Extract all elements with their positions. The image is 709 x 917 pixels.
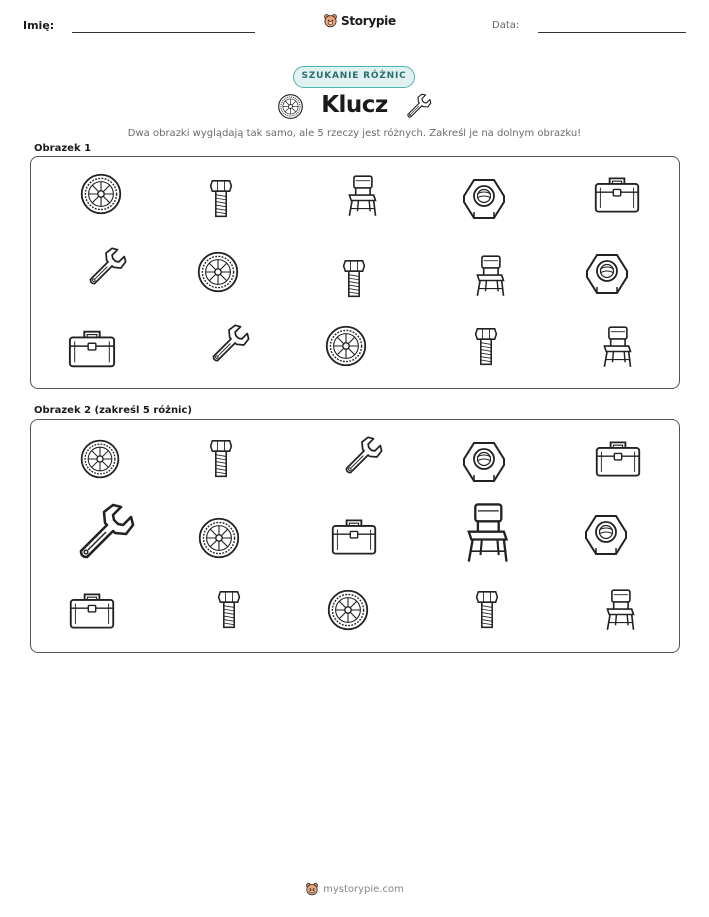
wheel-icon[interactable] [326, 588, 370, 632]
nut-icon [460, 174, 508, 222]
wheel-icon [324, 324, 368, 368]
picture2-label: Obrazek 2 (zakreśl 5 różnic) [34, 405, 192, 416]
footer-url: mystorypie.com [323, 883, 404, 895]
bolt-icon[interactable] [216, 586, 242, 634]
wrench-icon [403, 92, 433, 122]
chair-icon[interactable] [602, 587, 638, 633]
picture2-panel[interactable] [30, 419, 680, 653]
wrench-icon[interactable] [70, 500, 138, 568]
bolt-icon [473, 323, 499, 371]
date-label: Data: [492, 20, 520, 31]
footer [0, 882, 709, 896]
category-badge: SZUKANIE RÓŻNIC [293, 66, 415, 88]
chair-icon [472, 253, 508, 299]
chair-icon[interactable] [461, 500, 513, 566]
worksheet-header [0, 0, 709, 50]
bolt-icon [341, 255, 367, 303]
wrench-icon [206, 322, 252, 368]
bear-logo-icon [305, 882, 319, 896]
brand-name: Storypie [341, 13, 396, 28]
bear-logo-icon [323, 13, 338, 28]
toolbox-icon [67, 327, 117, 371]
wheel-icon [196, 250, 240, 294]
name-field[interactable] [72, 32, 255, 33]
brand-logo [323, 13, 396, 28]
wheel-icon[interactable] [197, 516, 241, 560]
chair-icon [344, 173, 380, 219]
toolbox-icon [593, 174, 641, 216]
wheel-icon [79, 172, 123, 216]
picture1-panel [30, 156, 680, 389]
chair-icon [599, 324, 635, 370]
bolt-icon[interactable] [474, 586, 500, 634]
bolt-icon [208, 175, 234, 223]
instructions: Dwa obrazki wyglądają tak samo, ale 5 rzeczy jest różnych. Zakreśl je na dolnym obrazku! [127, 128, 582, 139]
nut-icon [583, 249, 631, 297]
toolbox-icon[interactable] [594, 438, 642, 480]
wrench-icon[interactable] [339, 434, 385, 480]
nut-icon[interactable] [460, 437, 508, 485]
date-field[interactable] [538, 32, 686, 33]
wheel-icon[interactable] [79, 438, 121, 480]
toolbox-icon[interactable] [68, 590, 116, 632]
page-title: Klucz [321, 92, 388, 118]
toolbox-icon[interactable] [330, 516, 378, 558]
name-label: Imię: [23, 19, 55, 32]
nut-icon[interactable] [582, 510, 630, 558]
wrench-icon [83, 245, 129, 291]
picture1-label: Obrazek 1 [34, 143, 92, 154]
bolt-icon[interactable] [208, 435, 234, 483]
